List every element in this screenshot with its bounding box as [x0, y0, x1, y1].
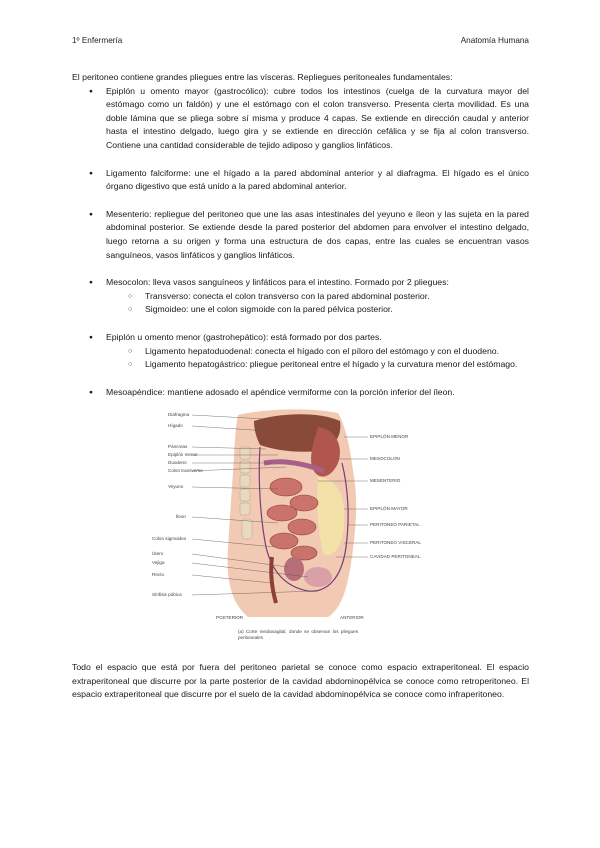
list-item-mesenterio: ● Mesenterio: repliegue del peritoneo que une las asas intestinales del yeyuno e íleon y las sujeta en la pared abdominal posterior. Se extiende desde la pared posterior del abdomen para envolver el intestino delgado, luego retorna a su origen y forma una estructura de dos capas, entre las cuales se encuentran vasos sanguíneos, vasos linfáticos y ganglios linfáticos. [72, 208, 529, 262]
list-item-mesocolon [72, 276, 529, 317]
list-item-mesoapendice: ● Mesoapéndice: mantiene adosado el apéndice vermiforme con la porción inferior del íleon. [72, 386, 529, 400]
label-duodeno: Duodeno [168, 460, 187, 466]
list-item-omento-menor [72, 331, 529, 372]
document-body [72, 71, 529, 702]
label-yeyuno: Yeyuno [168, 484, 184, 490]
uterus-shape [284, 557, 304, 581]
sublist-item-transverso: ○ Transverso: conecta el colon transverso con la pared abdominal posterior. [106, 290, 529, 304]
label-epiplon-menor: EPIPLÓN MENOR [370, 434, 409, 440]
bladder-shape [304, 567, 332, 587]
peritoneal-folds-list [72, 85, 529, 400]
label-pancreas: Páncreas [168, 444, 188, 450]
label-epiplon-mayor: EPIPLÓN MAYOR [370, 506, 408, 512]
label-sinfisis-pubica: Sínfisis púbica [152, 592, 182, 598]
label-cavidad-peritoneal: CAVIDAD PERITONEAL [370, 554, 421, 560]
mesocolon-text: Mesocolon: lleva vasos sanguíneos y linfáticos para el intestino. Formado por 2 pliegues: [106, 277, 449, 288]
header-course: 1º Enfermería [72, 36, 123, 45]
omento-menor-text: Epiplón u omento menor (gastrohepático): está formado por dos partes. [106, 331, 382, 342]
anatomy-figure [152, 407, 433, 645]
label-diafragma: Diafragma [168, 412, 190, 418]
omento-menor-sublist [106, 345, 529, 372]
label-mesocolon: MESOCOLON [370, 456, 400, 462]
list-item-omento-mayor: ● Epiplón u omento mayor (gastrocólico): cubre todos los intestinos (cuelga de la curvatura mayor del estómago como un faldón) y une el estómago con el colon transverso. Presenta cierta movilidad. Es una doble lámina que se pliega sobre sí misma y produce 4 capas. Se extiende en dirección caudal y anterior hasta el intestino delgado, luego gira y se extiende en dirección cefálica y se fija al colon transverso. Contiene una cantidad considerable de tejido adiposo y ganglios linfáticos. [72, 85, 529, 153]
closing-paragraph: Todo el espacio que está por fuera del peritoneo parietal se conoce como espacio extraperitoneal. El espacio extraperitoneal que discurre por la parte posterior de la cavidad abdominopélvica se conoce como retroperitoneo. El espacio extraperitoneal que discurre por el suelo de la cavidad abdominopélvica se conoce como infraperitoneo. [72, 662, 529, 700]
label-peritoneo-visceral: PERITONEO VISCERAL [370, 540, 421, 546]
list-item-ligamento-falciforme: ● Ligamento falciforme: une el hígado a la pared abdominal anterior y al diafragma. El hígado es el único órgano digestivo que está unido a la pared abdominal anterior. [72, 167, 529, 194]
label-vejiga: Vejiga [152, 560, 165, 566]
label-colon-transverso: Colon transverso [168, 468, 203, 474]
label-higado: Hígado [168, 423, 183, 429]
label-ileon: Íleon [176, 514, 186, 520]
label-peritoneo-parietal: PERITONEO PARIETAL [370, 522, 420, 528]
label-mesenterio: MESENTERIO [370, 478, 401, 484]
sublist-item-sigmoideo: ○ Sigmoideo: une el colon sigmoide con la pared pélvica posterior. [106, 303, 529, 317]
intro-paragraph: El peritoneo contiene grandes pliegues entre las vísceras. Repliegues peritoneales fundamentales: [72, 72, 453, 82]
sublist-item-hepatoduodenal: ○ Ligamento hepatoduodenal: conecta el hígado con el píloro del estómago y con el duodeno. [106, 345, 529, 359]
label-utero: Útero [152, 551, 164, 557]
label-colon-sigmoideo: Colon sigmoideo [152, 536, 187, 542]
sublist-item-hepatogastrico: ○ Ligamento hepatogástrico: pliegue peritoneal entre el hígado y la curvatura menor del estómago. [106, 358, 529, 372]
header-subject: Anatomía Humana [460, 36, 529, 45]
label-epiplon-menor-left: Epiplón menor [168, 452, 198, 458]
label-anterior: ANTERIOR [340, 615, 364, 621]
figure-caption: (a) Corte mediosagital, donde se observan los pliegues peritoneales [238, 629, 358, 641]
mesocolon-sublist [106, 290, 529, 317]
label-recto: Recto [152, 572, 165, 578]
label-posterior: POSTERIOR [216, 615, 244, 621]
